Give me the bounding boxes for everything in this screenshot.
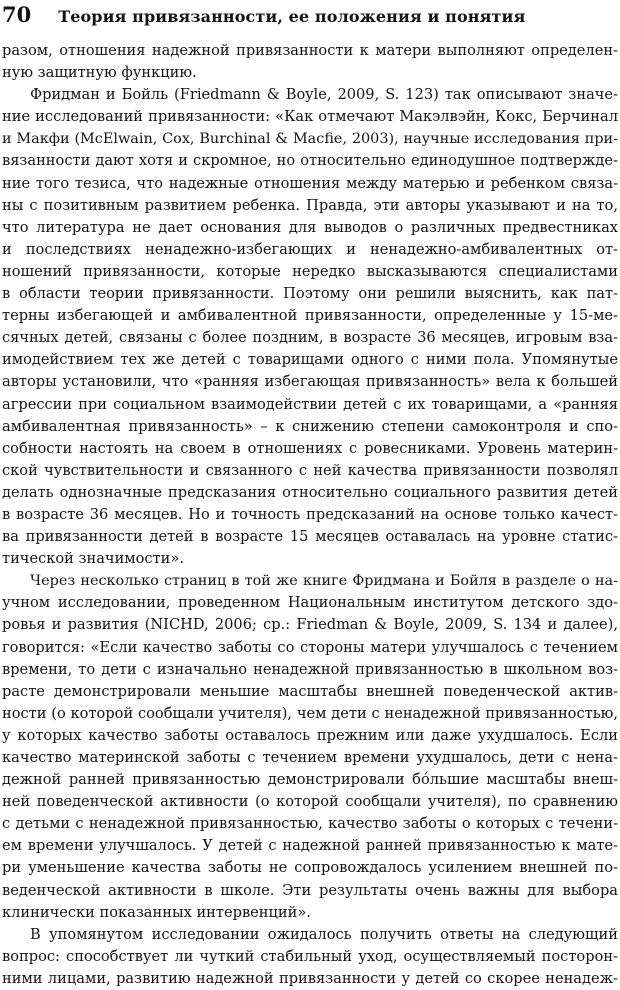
text-line: ва привязанности детей в возрасте 15 месяцев оставалась на уровне статис- [2,528,618,546]
text-line: что литература не дает основания для выводов о различных предвестниках [2,218,618,236]
text-line: ними лицами, развитию надежной привязанности у детей со скорее ненадеж- [2,969,618,987]
text-line: авторы установили, что «ранняя избегающая привязанность» вела к большей [2,373,618,391]
text-line: клинически показанных интервенций». [2,903,311,921]
text-line: В упомянутом исследовании ожидалось получить ответы на следующий [30,925,618,943]
text-line: ровья и развития (NICHD, 2006; ср.: Friedman & Boyle, 2009, S. 134 и далее), [2,616,618,634]
text-line: делать однозначные предсказания относительно социального развития детей [2,483,618,501]
text-line: тической значимости». [2,550,184,568]
text-line: говорится: «Если качество заботы со стороны матери улучшалось с течением [2,638,618,656]
text-line: у которых качество заботы оставалось прежним или даже ухудшалось. Если [2,726,618,744]
page-number: 70 [2,2,32,27]
text-line: учном исследовании, проведенном Национальным институтом детского здо- [2,594,618,612]
text-line: с детьми с ненадежной привязанностью, качество заботы о которых с течени- [2,815,618,833]
text-line: ны с позитивным развитием ребенка. Правда, эти авторы указывают и на то, [2,196,618,214]
text-line: агрессии при социальном взаимодействии детей с их товарищами, а «ранняя [2,395,618,413]
text-line: ри уменьшение качества заботы не сопровождалось усилением внешней по- [2,859,618,877]
text-line: качество материнской заботы с течением времени ухудшалось, дети с нена- [2,749,618,766]
running-title: Теория привязанности, ее положения и понятия [58,7,526,26]
text-line: ской чувствительности и связанного с ней качества привязанности позволял [2,461,618,479]
text-line: и последствиях ненадежно-избегающих и ненадежно-амбивалентных от- [2,240,618,258]
text-line: и Макфи (McElwain, Cox, Burchinal & Macfie, 2003), научные исследования при- [2,131,618,148]
text-line: вопрос: способствует ли чуткий стабильный уход, осуществляемый посторон- [2,947,618,965]
text-line: Фридман и Бойль (Friedmann & Boyle, 2009, S. 123) так описывают значе- [30,86,618,104]
body-text [2,40,618,990]
text-line: времени, то дети с изначально ненадежной привязанностью в школьном воз- [2,660,618,678]
text-line: Через несколько страниц в той же книге Фридмана и Бойля в разделе о на- [30,573,618,590]
text-line: амбивалентная привязанность» – к снижению степени самоконтроля и спо- [2,417,618,435]
text-line: ем времени улучшалось. У детей с надежной ранней привязанностью к мате- [2,837,618,855]
text-line: собности настоять на своем в отношениях с ровесниками. Уровень материн- [2,439,618,457]
text-line: вязанности дают хотя и скромное, но относительно единодушное подтвержде- [2,152,618,170]
running-header [2,0,618,30]
text-line: ношений привязанности, которые нередко высказываются специалистами [2,262,618,280]
text-line: ней поведенческой активности (о которой сообщали учителя), по сравнению [2,793,618,811]
text-line: в области теории привязанности. Поэтому они решили выяснить, как пат- [2,285,618,303]
text-line: расте демонстрировали меньшие масштабы внешней поведенческой актив- [2,682,618,700]
text-line: ние того тезиса, что надежные отношения между матерью и ребенком связа- [2,174,618,192]
text-line: ности (о которой сообщали учителя), чем дети с ненадежной привязанностью, [2,704,618,722]
text-line: имодействием тех же детей с товарищами одного с ними пола. Упомянутые [2,351,618,369]
text-line: дежной ранней привязанностью демонстрировали бóльшие масштабы внеш- [2,771,618,789]
text-line: ную защитную функцию. [2,64,197,82]
text-line: в возрасте 36 месяцев. Но и точность предсказаний на основе только качест- [2,505,618,523]
text-line: терны избегающей и амбивалентной привязанности, определенные у 15-ме- [2,307,618,325]
text-line: веденческой активности в школе. Эти результаты очень важны для выбора [2,881,618,899]
text-line: ние исследований привязанности: «Как отмечают Макэлвэйн, Кокс, Берчинал [2,108,618,126]
text-line: сячных детей, связаны с более поздним, в возрасте 36 месяцев, игровым вза- [2,329,618,347]
text-line: разом, отношения надежной привязанности к матери выполняют определен- [2,42,618,59]
